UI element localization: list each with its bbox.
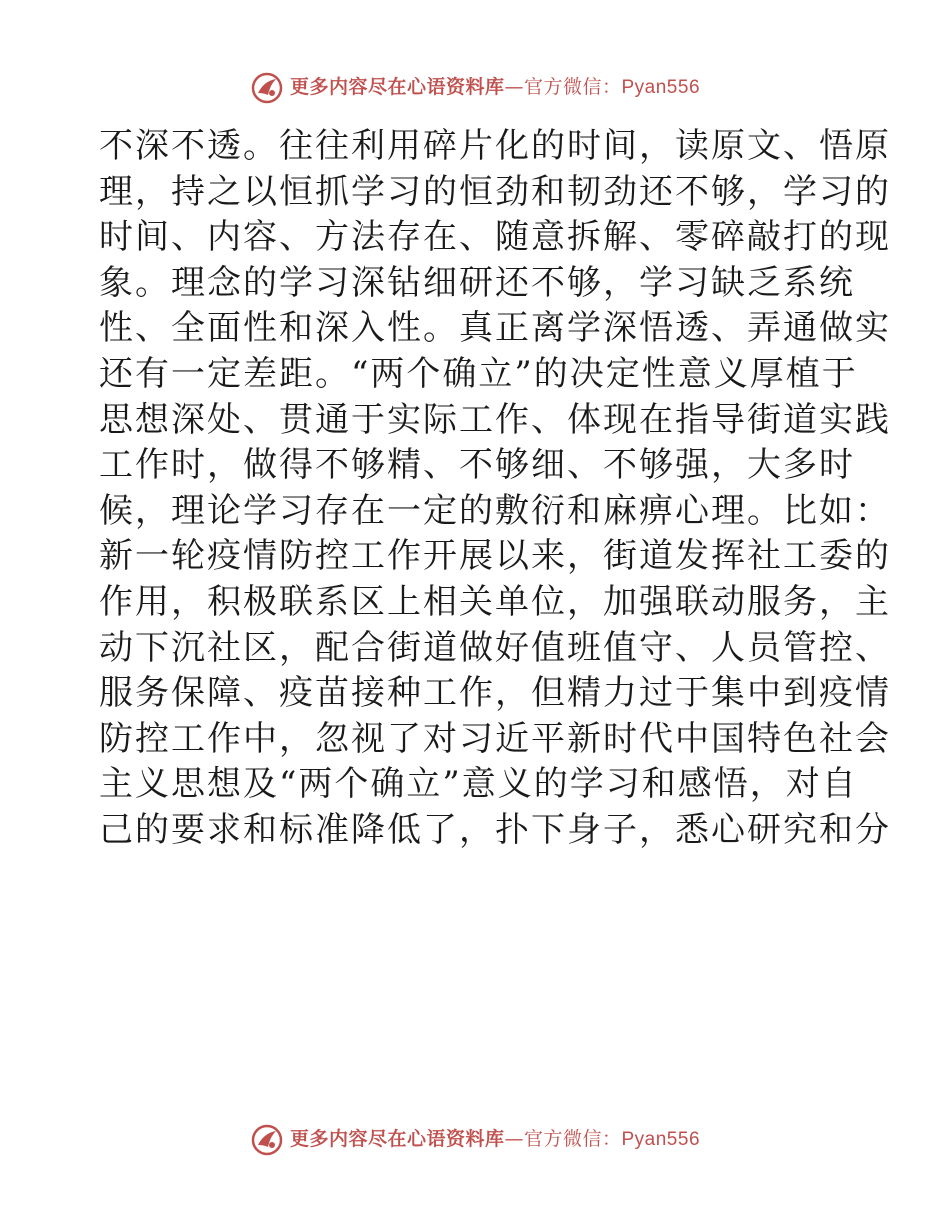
footer-separator: — bbox=[504, 1128, 524, 1150]
header-brand: 更多内容尽在心语资料库 bbox=[289, 76, 505, 98]
body-line: 不深不透。往往利用碎片化的时间，读原文、悟原 bbox=[99, 126, 891, 166]
document-body bbox=[99, 124, 891, 854]
footer-wechat-id: Pyan556 bbox=[621, 1129, 701, 1150]
body-line: 服务保障、疫苗接种工作，但精力过于集中到疫情 bbox=[99, 673, 891, 714]
body-line: 理，持之以恒抓学习的恒劲和韧劲还不够，学习的 bbox=[99, 171, 891, 212]
brush-seal-icon bbox=[250, 71, 284, 105]
header-banner-text bbox=[290, 70, 700, 105]
footer-banner bbox=[0, 1122, 950, 1157]
body-line: 工作时，做得不够精、不够细、不够强，大多时 bbox=[99, 445, 855, 486]
header-wechat-id: Pyan556 bbox=[621, 77, 701, 98]
body-line: 时间、内容、方法存在、随意拆解、零碎敲打的现 bbox=[99, 217, 891, 258]
footer-banner-text bbox=[290, 1122, 700, 1157]
body-line: 动下沉社区，配合街道做好值班值守、人员管控、 bbox=[99, 627, 891, 668]
footer-brand: 更多内容尽在心语资料库 bbox=[289, 1128, 505, 1150]
header-wechat-label: 官方微信： bbox=[523, 76, 622, 98]
body-line: 思想深处、贯通于实际工作、体现在指导街道实践 bbox=[99, 399, 891, 440]
body-line: 候，理论学习存在一定的敷衍和麻痹心理。比如： bbox=[99, 490, 891, 531]
body-line: 主义思想及“两个确立”意义的学习和感悟，对自 bbox=[99, 764, 858, 805]
body-line: 防控工作中，忽视了对习近平新时代中国特色社会 bbox=[99, 718, 891, 759]
header-banner bbox=[0, 70, 950, 105]
body-line: 己的要求和标准降低了，扑下身子，悉心研究和分 bbox=[99, 809, 891, 850]
body-line: 性、全面性和深入性。真正离学深悟透、弄通做实 bbox=[99, 308, 891, 349]
body-line: 新一轮疫情防控工作开展以来，街道发挥社工委的 bbox=[99, 536, 891, 577]
body-line: 作用，积极联系区上相关单位，加强联动服务，主 bbox=[99, 581, 891, 622]
footer-wechat-label: 官方微信： bbox=[523, 1128, 622, 1150]
brush-seal-icon bbox=[250, 1123, 284, 1157]
header-separator: — bbox=[504, 76, 524, 98]
body-line: 象。理念的学习深钻细研还不够，学习缺乏系统 bbox=[99, 262, 855, 303]
body-line: 还有一定差距。“两个确立”的决定性意义厚植于 bbox=[99, 353, 858, 394]
